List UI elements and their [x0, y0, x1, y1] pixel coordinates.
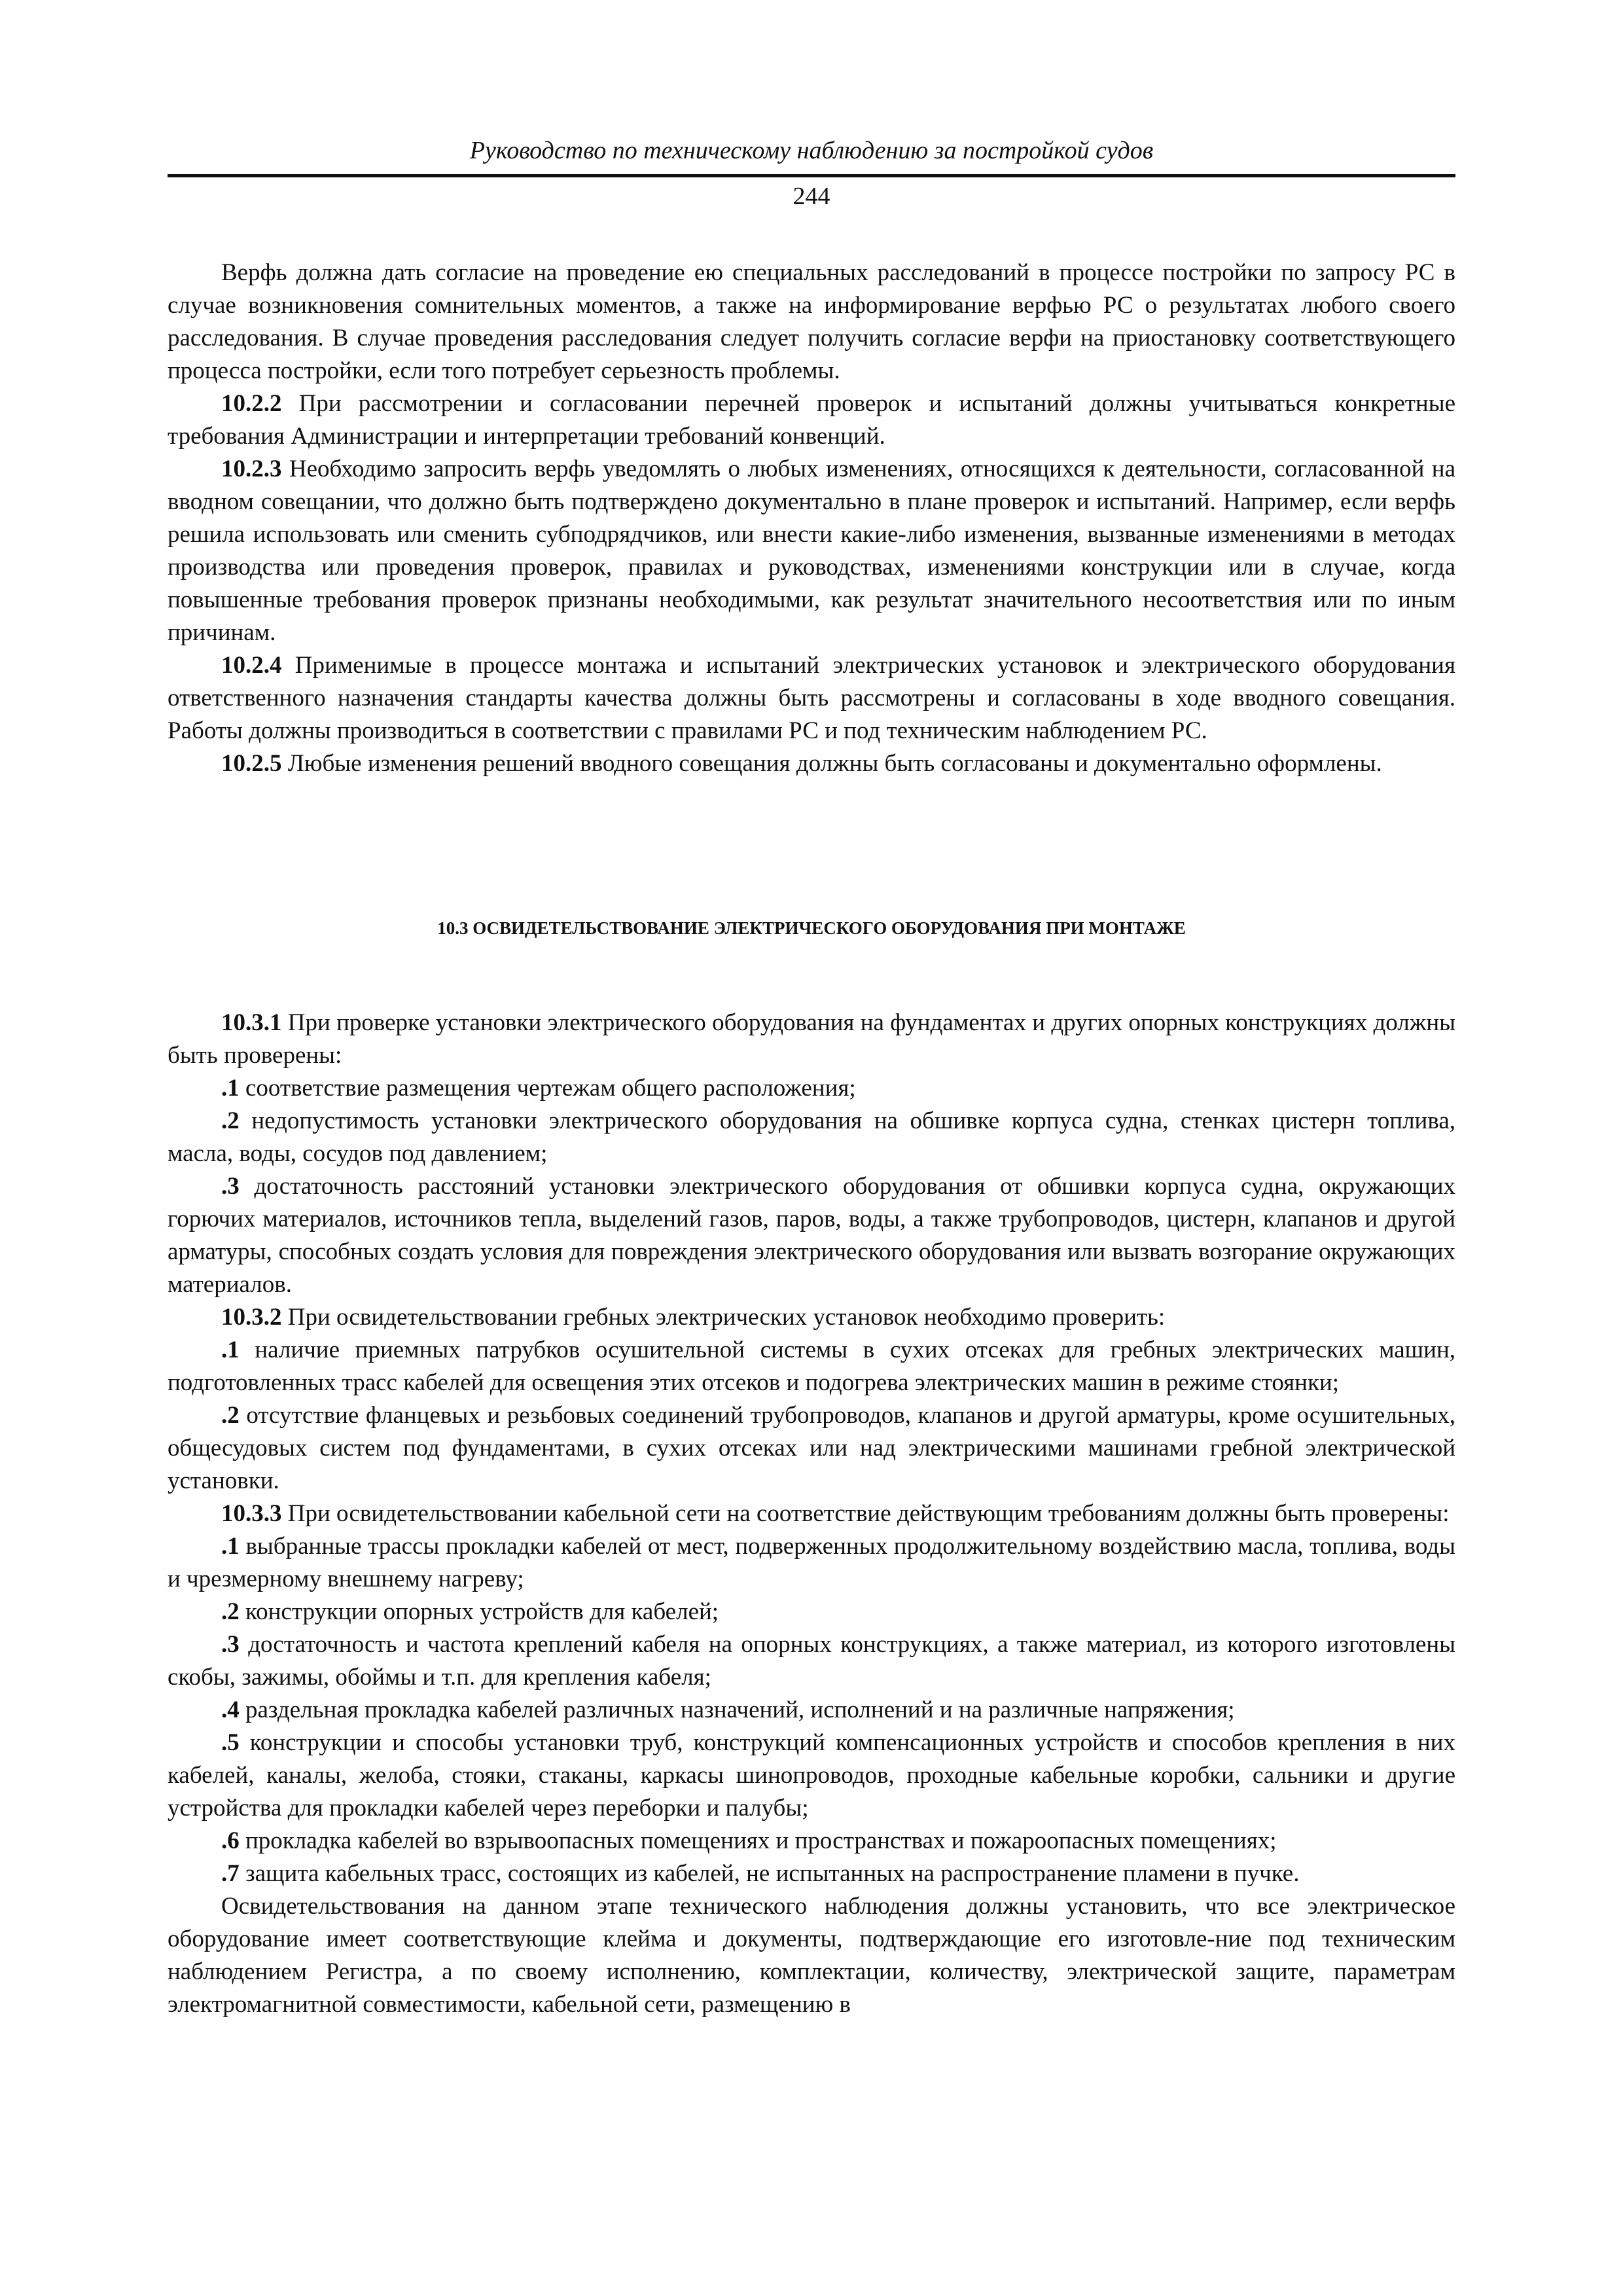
list-item [168, 1857, 1455, 1890]
clause-number: 10.3.3 [221, 1500, 282, 1527]
item-text: защита кабельных трасс, состоящих из кабелей, не испытанных на распространение пламени в пучке. [239, 1860, 1300, 1887]
clause-text: При рассмотрении и согласовании перечней проверок и испытаний должны учитываться конкретные требования Администрации и интерпретации требований конвенций. [168, 390, 1455, 450]
item-text: недопустимость установки электрического оборудования на обшивке корпуса судна, стенках цистерн топлива, масла, воды, сосудов под давлением; [168, 1107, 1455, 1167]
item-number: .4 [221, 1696, 240, 1723]
page-number: 244 [793, 183, 830, 210]
list-item [168, 1825, 1455, 1857]
item-text: отсутствие фланцевых и резьбовых соединений трубопроводов, клапанов и другой арматуры, кроме осушительных, общесудовых систем под фундаментами, в сухих отсеках или над электрическими машинами гребной электрической установки. [168, 1402, 1455, 1494]
clause-number: 10.3.1 [221, 1009, 282, 1036]
item-number: .3 [221, 1173, 240, 1200]
clause-paragraph [168, 1007, 1455, 1072]
running-header-title: Руководство по техническому наблюдению за постройкой судов [469, 137, 1154, 164]
clause-paragraph [168, 1301, 1455, 1334]
clause-paragraph [168, 747, 1455, 780]
header-divider [168, 174, 1455, 177]
item-number: .5 [221, 1729, 240, 1756]
item-text: конструкции и способы установки труб, конструкций компенсационных устройств и способов крепления в них кабелей, каналы, желоба, стояки, стаканы, каркасы шинопроводов, проходные кабельные коробки, сальники и другие устройства для прокладки кабелей через переборки и палубы; [168, 1729, 1455, 1821]
clause-text: Необходимо запросить верфь уведомлять о любых изменениях, относящихся к деятельности, согласованной на вводном совещании, что должно быть подтверждено документально в плане проверок и испытаний. Например, если верфь решила использовать или сменить субподрядчиков, или внести какие-либо изменения, вызванные изменениями в методах производства или проведения проверок, правилах и руководствах, изменениями конструкции или в случае, когда повышенные требования проверок признаны необходимыми, как результат значительного несоответствия или по иным причинам. [168, 456, 1455, 646]
item-text: достаточность расстояний установки электрического оборудования от обшивки корпуса судна, окружающих горючих материалов, источников тепла, выделений газов, паров, воды, а также трубопроводов, цистерн, клапанов и другой арматуры, способных создать условия для повреждения электрического оборудования или вызвать возгорание окружающих материалов. [168, 1173, 1455, 1298]
section-heading: 10.3 ОСВИДЕТЕЛЬСТВОВАНИЕ ЭЛЕКТРИЧЕСКОГО ОБОРУДОВАНИЯ ПРИ МОНТАЖЕ [437, 918, 1186, 938]
clause-number: 10.2.3 [221, 456, 282, 482]
body-text-bottom [168, 1007, 1455, 2021]
item-number: .2 [221, 1402, 240, 1429]
clause-paragraph [168, 453, 1455, 649]
clause-number: 10.3.2 [221, 1304, 282, 1331]
item-text: наличие приемных патрубков осушительной системы в сухих отсеках для гребных электрических машин, подготовленных трасс кабелей для освещения этих отсеков и подогрева электрических машин в режиме стоянки; [168, 1336, 1455, 1396]
clause-paragraph [168, 1498, 1455, 1530]
item-text: достаточность и частота креплений кабеля на опорных конструкциях, а также материал, из которого изготовлены скобы, зажимы, обоймы и т.п. для крепления кабеля; [168, 1631, 1455, 1691]
list-item [168, 1072, 1455, 1105]
item-number: .2 [221, 1598, 240, 1625]
list-item [168, 1105, 1455, 1170]
item-number: .1 [221, 1336, 240, 1363]
item-text: прокладка кабелей во взрывоопасных помещениях и пространствах и пожароопасных помещениях; [239, 1827, 1277, 1854]
item-text: конструкции опорных устройств для кабелей; [239, 1598, 719, 1625]
closing-paragraph: Освидетельствования на данном этапе технического наблюдения должны установить, что все электрическое оборудование имеет соответствующие клейма и документы, подтверждающие его изготовле-ние под техническим наблюдением Регистра, а по своему исполнению, комплектации, количеству, электрической защите, параметрам электромагнитной совместимости, кабельной сети, размещению в [168, 1893, 1455, 2018]
list-item [168, 1727, 1455, 1825]
item-number: .1 [221, 1533, 240, 1560]
body-text-top [168, 257, 1455, 780]
item-text: раздельная прокладка кабелей различных назначений, исполнений и на различные напряжения; [239, 1696, 1235, 1723]
item-number: .1 [221, 1075, 240, 1102]
clause-text: При проверке установки электрического оборудования на фундаментах и других опорных конструкциях должны быть проверены: [168, 1009, 1455, 1069]
list-item [168, 1399, 1455, 1498]
list-item [168, 1170, 1455, 1301]
clause-paragraph [168, 649, 1455, 747]
intro-paragraph: Верфь должна дать согласие на проведение ею специальных расследований в процессе постройки по запросу РС в случае возникновения сомнительных моментов, а также на информирование верфью РС о результатах любого своего расследования. В случае проведения расследования следует получить согласие верфи на приостановку соответствующего процесса постройки, если того потребует серьезность проблемы. [168, 259, 1455, 384]
item-number: .7 [221, 1860, 240, 1887]
item-text: соответствие размещения чертежам общего расположения; [239, 1075, 856, 1102]
clause-paragraph [168, 387, 1455, 453]
list-item [168, 1596, 1455, 1628]
list-item [168, 1530, 1455, 1596]
list-item [168, 1628, 1455, 1694]
item-number: .6 [221, 1827, 240, 1854]
list-item [168, 1694, 1455, 1727]
clause-number: 10.2.5 [221, 750, 282, 777]
clause-number: 10.2.2 [221, 390, 282, 417]
clause-text: При освидетельствовании кабельной сети на соответствие действующим требованиям должны быть проверены: [281, 1500, 1450, 1527]
clause-text: Применимые в процессе монтажа и испытаний электрических установок и электрического оборудования ответственного назначения стандарты качества должны быть рассмотрены и согласованы в ходе вводного совещания. Работы должны производиться в соответствии с правилами РС и под техническим наблюдением РС. [168, 652, 1455, 744]
item-number: .2 [221, 1107, 240, 1134]
clause-text: Любые изменения решений вводного совещания должны быть согласованы и документально оформлены. [281, 750, 1382, 777]
item-number: .3 [221, 1631, 240, 1658]
list-item [168, 1334, 1455, 1399]
clause-number: 10.2.4 [221, 652, 282, 679]
item-text: выбранные трассы прокладки кабелей от мест, подверженных продолжительному воздействию масла, топлива, воды и чрезмерному внешнему нагреву; [168, 1533, 1455, 1592]
clause-text: При освидетельствовании гребных электрических установок необходимо проверить: [281, 1304, 1166, 1331]
